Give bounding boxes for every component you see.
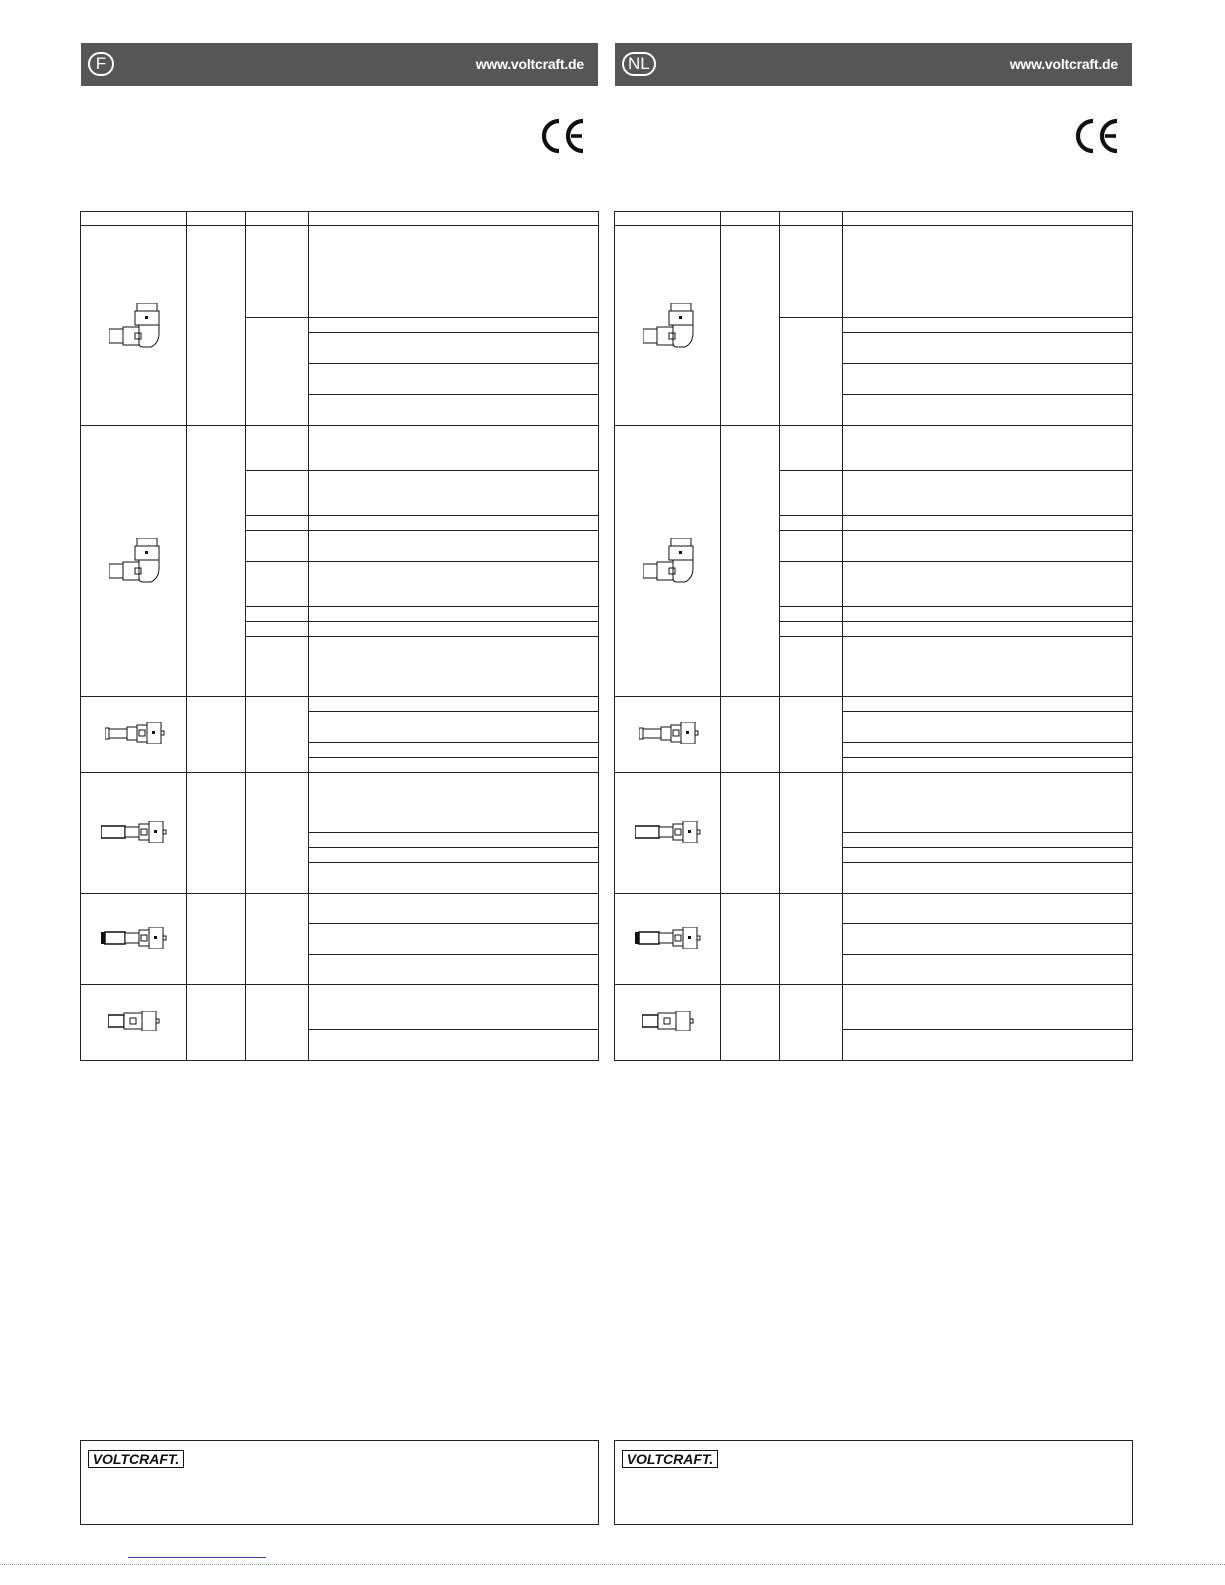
footer-box [80,1440,599,1525]
table-header-row [80,211,599,226]
svg-text:VOLTCRAFT.: VOLTCRAFT. [92,1451,180,1467]
svg-text:VOLTCRAFT.: VOLTCRAFT. [626,1451,714,1467]
ce-mark-icon [1075,118,1121,154]
right-angle-connector-icon [109,538,161,584]
straight-connector-icon [639,722,699,744]
table-row [80,225,599,426]
page-left [80,0,599,1585]
voltcraft-logo [88,1450,184,1468]
table-row [80,696,599,773]
page-header [615,43,1132,86]
language-badge: F [88,52,114,76]
straight-connector-icon [101,927,169,949]
table-row [614,225,1133,426]
page-right [614,0,1133,1585]
voltcraft-logo [622,1450,718,1468]
table-row [80,893,599,985]
right-angle-connector-icon [643,303,695,349]
table-row [614,696,1133,773]
straight-connector-icon [101,821,169,843]
table-row [614,984,1133,1061]
table-header-row [614,211,1133,226]
website-link[interactable]: www.voltcraft.de [1009,56,1118,72]
compact-connector-icon [642,1011,694,1031]
footer-box [614,1440,1133,1525]
bottom-divider [0,1564,1225,1565]
table-row [614,425,1133,697]
right-angle-connector-icon [643,538,695,584]
ce-mark-icon [541,118,587,154]
table-row [614,772,1133,894]
page-header [81,43,598,86]
table-row [80,425,599,697]
table-row [80,984,599,1061]
straight-connector-icon [105,722,165,744]
straight-connector-icon [635,821,703,843]
website-link[interactable]: www.voltcraft.de [475,56,584,72]
table-row [80,772,599,894]
right-angle-connector-icon [109,303,161,349]
straight-connector-icon [635,927,703,949]
bottom-link-underline [128,1557,266,1558]
table-row [614,893,1133,985]
language-badge: NL [622,52,656,76]
compact-connector-icon [108,1011,160,1031]
